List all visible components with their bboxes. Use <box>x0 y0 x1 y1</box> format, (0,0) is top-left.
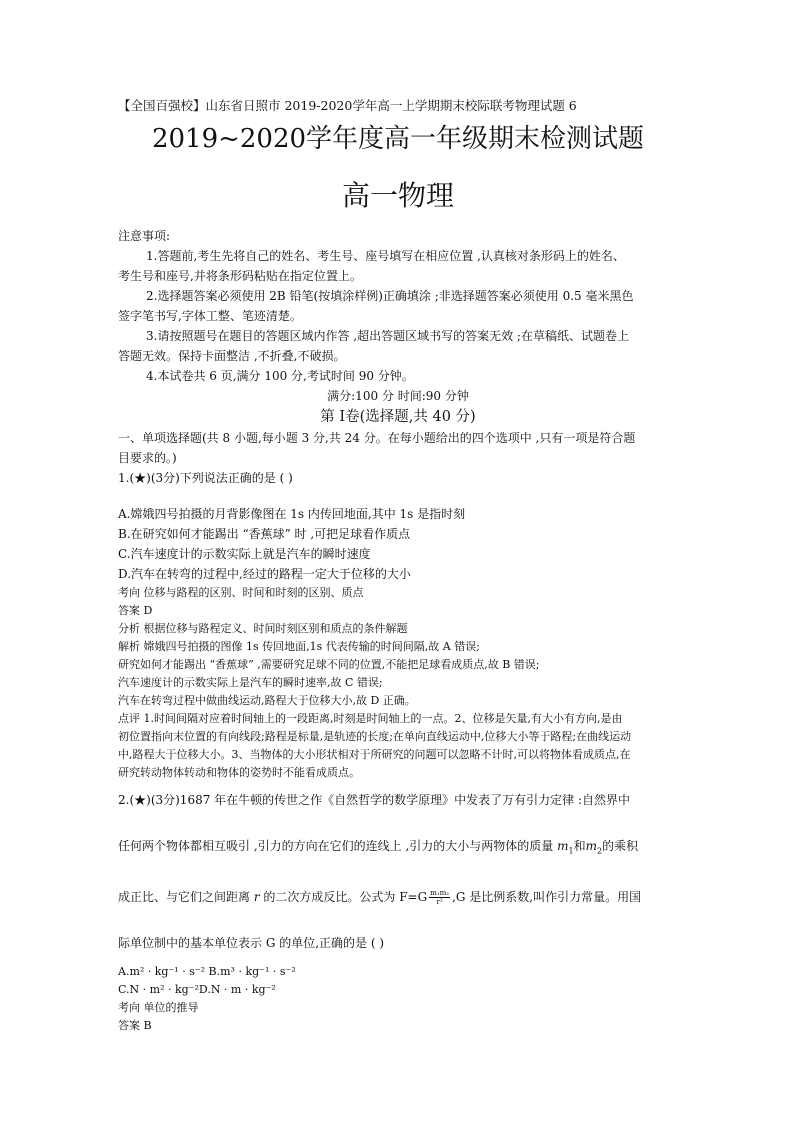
score-time-line: 满分:100 分 时间:90 分钟 <box>327 389 469 403</box>
question-1-option-d: D.汽车在转弯的过程中,经过的路程一定大于位移的大小 <box>118 567 411 581</box>
fraction-numerator: m₁m₂ <box>430 889 450 898</box>
formula-left: F=G <box>399 890 428 905</box>
question-2-answer: 答案 B <box>118 1019 152 1033</box>
question-1-comment-4: 研究转动物体转动和物体的姿势时不能看成质点。 <box>118 766 360 779</box>
q2-text: 的二次方成反比。公式为 <box>259 890 400 905</box>
mass-symbol: m <box>585 839 597 853</box>
exam-subtitle: 高一物理 <box>341 179 454 212</box>
spacer <box>118 782 678 790</box>
document-header: 【全国百强校】山东省日照市 2019-2020学年高一上学期期末校际联考物理试题 6 <box>118 98 577 113</box>
document-content <box>118 96 678 1035</box>
question-1-stem: 1.(★)(3分)下列说法正确的是 ( ) <box>118 471 293 485</box>
fraction-denominator: r² <box>436 898 443 907</box>
question-1-analysis: 分析 根据位移与路程定义、时间时刻区别和质点的条件解题 <box>118 622 408 635</box>
question-1-jiexi-2: 研究如何才能踢出 “香蕉球” ,需要研究足球不同的位置,不能把足球看成质点,故 B 错误; <box>118 658 540 671</box>
question-1-jiexi-3: 汽车速度计的示数实际上是汽车的瞬时速率,故 C 错误; <box>118 676 383 689</box>
formula-fraction <box>429 889 450 906</box>
question-1-kaoxiang: 考向 位移与路程的区别、时间和时刻的区别、质点 <box>118 586 364 599</box>
distance-symbol: r <box>253 890 260 905</box>
section-instructions-line-2: 目要求的。) <box>118 451 177 465</box>
question-1-answer: 答案 D <box>118 604 153 617</box>
section-title: 第 Ⅰ卷(选择题,共 40 分) <box>320 409 476 425</box>
question-1-jiexi-1: 解析 嫦娥四号拍摄的图像 1s 传回地面,1s 代表传输的时间间隔,故 A 错误; <box>118 640 480 653</box>
question-2-kaoxiang: 考向 单位的推导 <box>118 1001 199 1015</box>
q2-text: 和 <box>573 839 586 853</box>
question-2-options-row-2: C.N · m² · kg⁻²D.N · m · kg⁻² <box>118 983 276 997</box>
note-4-line-1: 4.本试卷共 6 页,满分 100 分,考试时间 90 分钟。 <box>146 369 414 383</box>
note-2-line-2: 签字笔书写,字体工整、笔迹清楚。 <box>118 309 302 323</box>
subscript-1: 1 <box>568 846 574 856</box>
question-2-line-3 <box>118 887 678 907</box>
question-2-options-row-1: A.m² · kg⁻¹ · s⁻² B.m³ · kg⁻¹ · s⁻² <box>118 965 296 979</box>
question-1-comment-1: 点评 1.时间间隔对应着时间轴上的一段距离,时刻是时间轴上的一点。2、位移是矢量,有大小有方向,是由 <box>118 712 623 725</box>
note-3-line-2: 答题无效。保持卡面整洁 ,不折叠,不破损。 <box>118 349 346 363</box>
question-1-option-a: A.嫦娥四号拍摄的月背影像图在 1s 内传回地面,其中 1s 是指时刻 <box>118 507 466 521</box>
q2-text: 成正比、与它们之间距离 <box>118 890 254 905</box>
question-1-comment-3: 中,路程大于位移大小。3、当物体的大小形状相对于所研究的问题可以忽略不计时,可以将物体看成质点,在 <box>118 748 631 761</box>
note-1-line-1: 1.答题前,考生先将自己的姓名、考生号、座号填写在相应位置 ,认真核对条形码上的姓名、 <box>146 249 625 263</box>
mass-symbol: m <box>557 839 569 853</box>
notes-heading: 注意事项: <box>118 229 171 243</box>
q2-text: 的乘积 <box>602 839 639 853</box>
note-2-line-1: 2.选择题答案必须使用 2B 铅笔(按填涂样例)正确填涂 ;非选择题答案必须使用 0.5 毫米黑色 <box>146 289 634 303</box>
spacer <box>118 488 678 504</box>
exam-title: 2019~2020学年度高一年级期末检测试题 <box>151 124 645 154</box>
section-instructions-line-1: 一、单项选择题(共 8 小题,每小题 3 分,共 24 分。在每小题给出的四个选项中 ,只有一项是符合题 <box>118 431 636 445</box>
note-3-line-1: 3.请按照题号在题目的答题区域内作答 ,超出答题区域书写的答案无效 ;在草稿纸、试题卷上 <box>146 329 629 343</box>
question-2-line-2 <box>118 836 678 861</box>
question-1-option-c: C.汽车速度计的示数实际上就是汽车的瞬时速度 <box>118 547 371 561</box>
question-1-option-b: B.在研究如何才能踢出 “香蕉球” 时 ,可把足球看作质点 <box>118 527 411 541</box>
subscript-2: 2 <box>596 846 603 856</box>
question-2-line-4: 际单位制中的基本单位表示 G 的单位,正确的是 ( ) <box>118 936 385 951</box>
note-1-line-2: 考生号和座号,并将条形码粘贴在指定位置上。 <box>118 269 362 283</box>
question-2-line-1: 2.(★)(3分)1687 年在牛顿的传世之作《自然哲学的数学原理》中发表了万有引力定律 :自然界中 <box>118 793 631 807</box>
question-1-jiexi-4: 汽车在转弯过程中做曲线运动,路程大于位移大小,故 D 正确。 <box>118 694 416 707</box>
q2-text: ,G 是比例系数,叫作引力常量。用国 <box>452 890 642 905</box>
q2-text: 任何两个物体都相互吸引 ,引力的方向在它们的连线上 ,引力的大小与两物体的质量 <box>118 839 558 853</box>
question-1-comment-2: 初位置指向末位置的有向线段;路程是标量,是轨迹的长度;在单向直线运动中,位移大小等于路程;在曲线运动 <box>118 730 632 743</box>
